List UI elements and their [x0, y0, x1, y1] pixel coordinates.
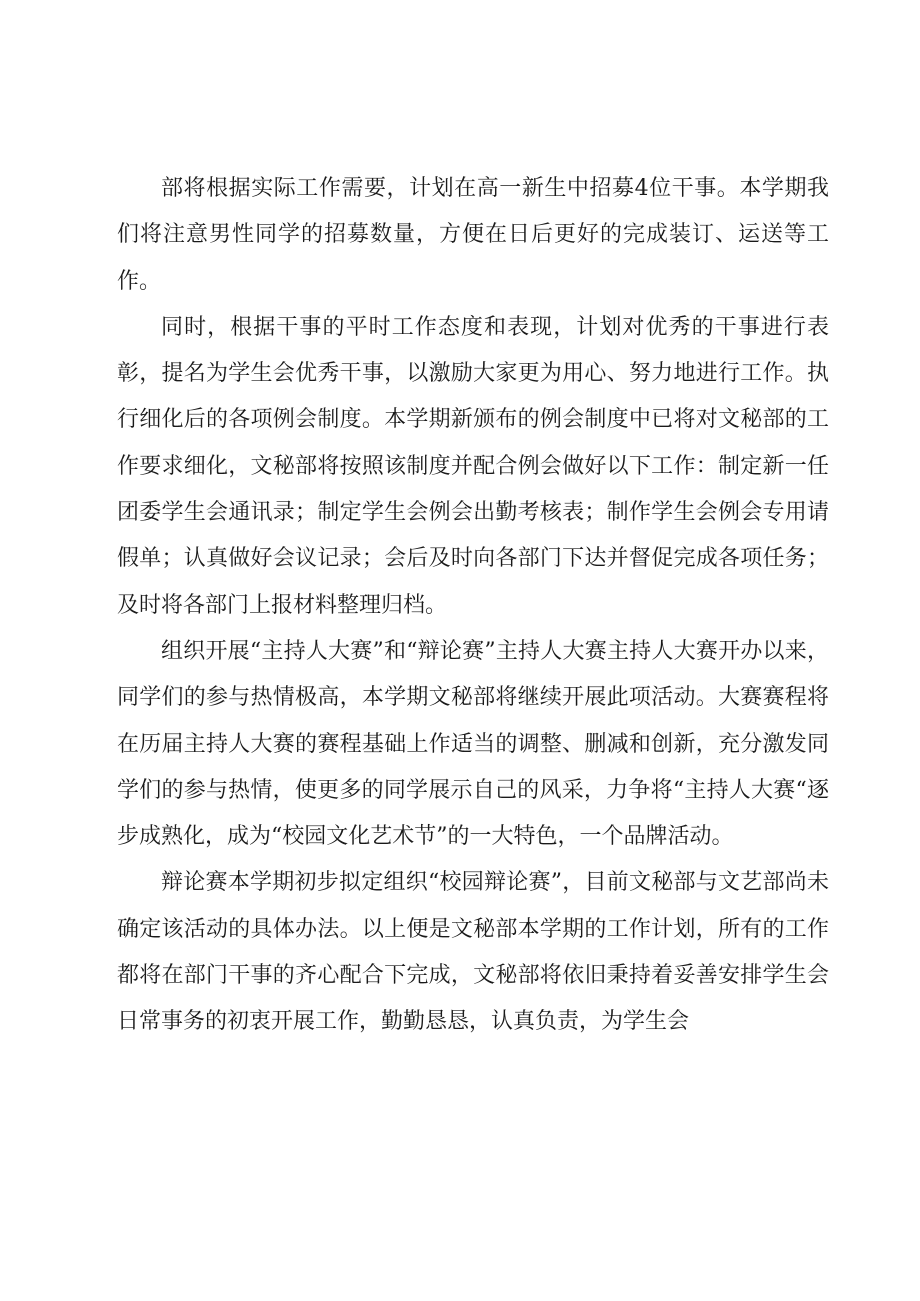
paragraph-debate-contest: 辩论赛本学期初步拟定组织“校园辩论赛”，目前文秘部与文艺部尚未确定该活动的具体办法。以上便是文秘部本学期的工作计划，所有的工作都将在部门干事的齐心配合下完成，文秘部将依旧秉持着妥善安排学生会日常事务的初衷开展工作，勤勤恳恳，认真负责，为学生会: [117, 870, 829, 1035]
document-body: [117, 166, 829, 1046]
paragraph-host-contest: 组织开展“主持人大赛”和“辩论赛”主持人大赛主持人大赛开办以来，同学们的参与热情极高，本学期文秘部将继续开展此项活动。大赛赛程将在历届主持人大赛的赛程基础上作适当的调整、删减和创新，充分激发同学们的参与热情，使更多的同学展示自己的风采，力争将“主持人大赛“逐步成熟化，成为“校园文化艺术节”的一大特色，一个品牌活动。: [117, 638, 829, 850]
paragraph-commendation-and-meetings: 同时，根据干事的平时工作态度和表现，计划对优秀的干事进行表彰，提名为学生会优秀干事，以激励大家更为用心、努力地进行工作。执行细化后的各项例会制度。本学期新颁布的例会制度中已将对文秘部的工作要求细化，文秘部将按照该制度并配合例会做好以下工作：制定新一任团委学生会通讯录；制定学生会例会出勤考核表；制作学生会例会专用请假单；认真做好会议记录；会后及时向各部门下达并督促完成各项任务；及时将各部门上报材料整理归档。: [117, 314, 829, 618]
paragraph-recruitment: 部将根据实际工作需要，计划在高一新生中招募4位干事。本学期我们将注意男性同学的招募数量，方便在日后更好的完成装订、运送等工作。: [117, 176, 829, 294]
